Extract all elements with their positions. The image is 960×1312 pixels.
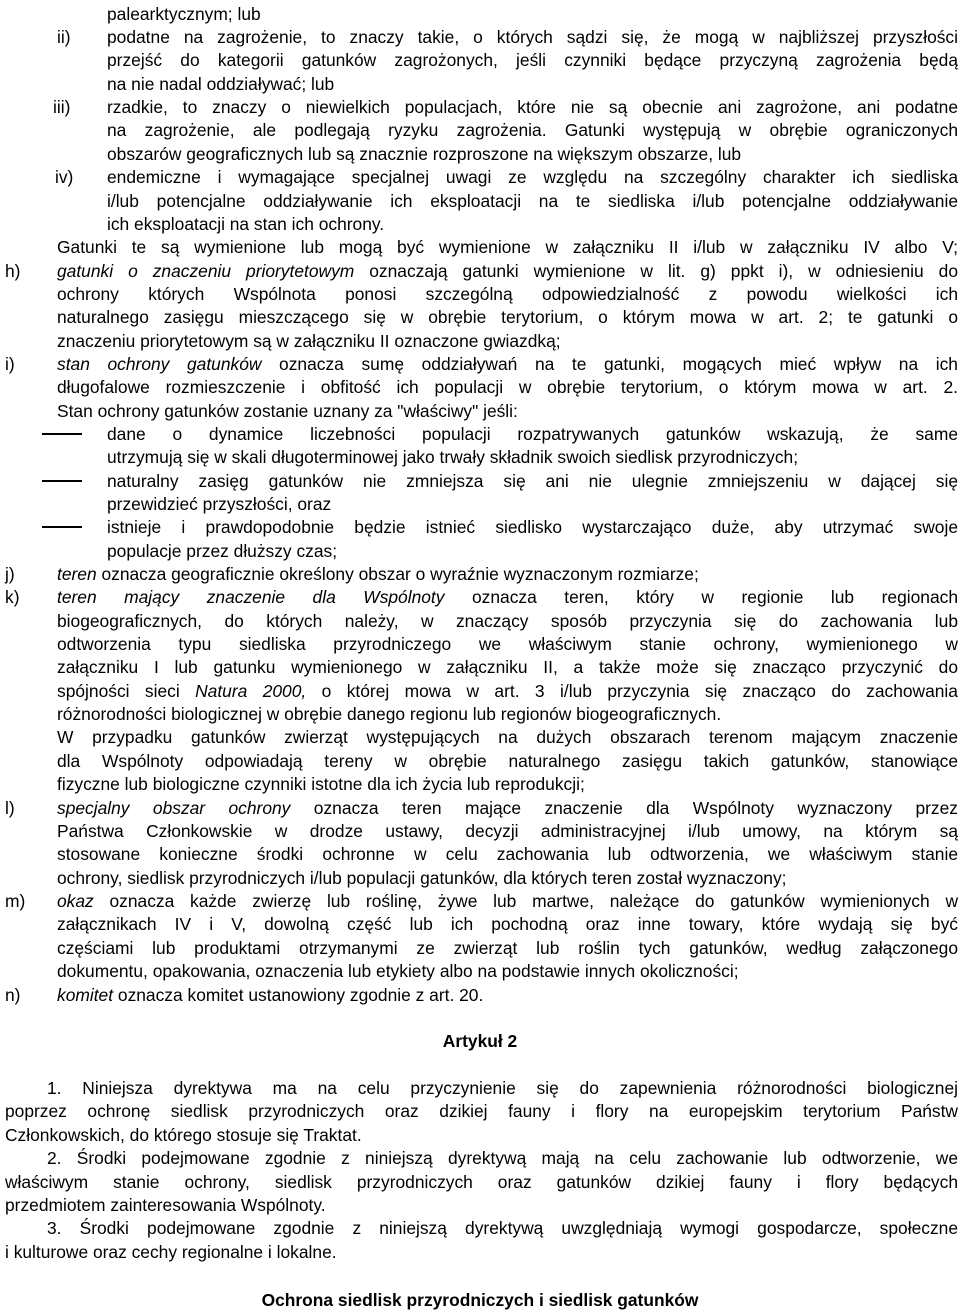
item-label-n: n) — [5, 985, 21, 1005]
text-line: fizyczne lub biologiczne czynniki istotne dla ich życia lub reprodukcji; — [57, 774, 585, 794]
text-line: teren mający znaczenie dla Wspólnoty oznacza teren, który w regionie lub regionach — [57, 587, 958, 607]
text-line: ich eksploatacji na stan ich ochrony. — [107, 214, 385, 234]
text-line: załączniku I lub gatunku wymienionego w załączniku II, a także może się znacząco przyczynić do — [57, 657, 958, 677]
text-line: dokumentu, opakowania, oznaczenia lub etykiety albo na podstawie innych okoliczności; — [57, 961, 739, 981]
defined-term: gatunki o znaczeniu priorytetowym — [57, 261, 355, 281]
text-line: różnorodności biologicznej w obrębie danego regionu lub regionów biogeograficznych. — [57, 704, 722, 724]
item-label-j: j) — [5, 564, 15, 584]
paragraph-line: 1. Niniejsza dyrektywa ma na celu przyczynienie się do zapewnienia różnorodności biologicznej — [47, 1078, 958, 1098]
text-line: naturalnego zasięgu mieszczącego się w obrębie terytorium, o którym mowa w art. 2; te gatunki o — [57, 307, 958, 327]
text-line: komitet oznacza komitet ustanowiony zgodnie z art. 20. — [57, 985, 484, 1005]
text-line: Państwa Członkowskie w drodze ustawy, decyzji administracyjnej i/lub umowy, na którym są — [57, 821, 958, 841]
text-line: stan ochrony gatunków oznacza sumę oddziaływań na te gatunki, mogących mieć wpływ na ich — [57, 354, 958, 374]
text-line: długofalowe rozmieszczenie i obfitość ich populacji w obrębie terytorium, o którym mowa w art. 2. — [57, 377, 958, 397]
paragraph-line: i kulturowe oraz cechy regionalne i lokalne. — [5, 1242, 337, 1262]
text-line: i/lub potencjalne oddziaływanie ich eksploatacji na te siedliska i/lub potencjalne oddziaływanie — [107, 191, 958, 211]
article-heading: Artykuł 2 — [442, 1031, 518, 1051]
item-label-k: k) — [5, 587, 20, 607]
paragraph-line: przedmiotem zainteresowania Wspólnoty. — [5, 1195, 326, 1215]
text-line: odtworzenia typu siedliska przyrodniczego we właściwym stanie ochrony, wymienionego w — [57, 634, 958, 654]
text-line: podatne na zagrożenie, to znaczy takie, o których sądzi się, że mogą w najbliższej przyszłości — [107, 27, 958, 47]
paragraph-line: 2. Środki podejmowane zgodnie z niniejszą dyrektywą mają na celu zachowanie lub odtworzenie, we — [47, 1148, 958, 1168]
list-dash — [42, 480, 82, 482]
text-line: W przypadku gatunków zwierząt występujących na dużych obszarach terenom mającym znaczenie — [57, 727, 958, 747]
defined-term: teren mający znaczenie dla Wspólnoty — [57, 587, 445, 607]
defined-term: specjalny obszar ochrony — [57, 798, 291, 818]
defined-term: stan ochrony gatunków — [57, 354, 262, 374]
text-line: palearktycznym; lub — [107, 4, 261, 24]
paragraph-line: Członkowskich, do którego stosuje się Traktat. — [5, 1125, 362, 1145]
text-line: biogeograficznych, do których należy, w znaczący sposób przyczynia się do zachowania lub — [57, 611, 958, 631]
text-line: ochrony, siedlisk przyrodniczych i/lub populacji gatunków, dla których teren został wyznaczony; — [57, 868, 787, 888]
paragraph-line: właściwym stanie ochrony, siedlisk przyrodniczych oraz gatunków dzikiej fauny i flory będących — [5, 1172, 958, 1192]
item-label-ii: ii) — [57, 27, 71, 47]
text-line: istnieje i prawdopodobnie będzie istnieć siedlisko wystarczająco duże, aby utrzymać swoje — [107, 517, 958, 537]
text-line: załącznikach IV i V, dowolną część lub ich pochodną oraz inne towary, które wydają się być — [57, 914, 958, 934]
defined-term: okaz — [57, 891, 94, 911]
text-line: dla Wspólnoty odpowiadają tereny w obrębie naturalnego zasięgu takich gatunków, stanowiące — [57, 751, 958, 771]
text-line: Stan ochrony gatunków zostanie uznany za "właściwy" jeśli: — [57, 401, 518, 421]
text-line: okaz oznacza każde zwierzę lub roślinę, żywe lub martwe, należące do gatunków wymienionych w — [57, 891, 958, 911]
item-label-l: l) — [5, 798, 15, 818]
text-line: utrzymują się w skali długoterminowej jako trwały składnik swoich siedlisk przyrodniczych; — [107, 447, 799, 467]
list-dash — [42, 433, 82, 435]
text-line: przewidzieć przyszłości, oraz — [107, 494, 332, 514]
text-line: przejść do kategorii gatunków zagrożonych, jeśli czynniki będące przyczyną zagrożenia będą — [107, 50, 958, 70]
item-label-iii: iii) — [53, 97, 71, 117]
item-label-i: i) — [5, 354, 15, 374]
text-line: naturalny zasięg gatunków nie zmniejsza się ani nie ulegnie zmniejszeniu w dającej się — [107, 471, 958, 491]
text-line: na nie nadal oddziaływać; lub — [107, 74, 335, 94]
text-line: częściami lub produktami otrzymanymi ze zwierząt lub roślin tych gatunków, według załączonego — [57, 938, 958, 958]
section-heading: Ochrona siedlisk przyrodniczych i siedlisk gatunków — [261, 1290, 699, 1310]
defined-term: Natura 2000, — [195, 681, 307, 701]
defined-term: komitet — [57, 985, 114, 1005]
text-line: endemiczne i wymagające specjalnej uwagi ze względu na szczególny charakter ich siedliska — [107, 167, 958, 187]
text-line: znaczeniu priorytetowym są w załączniku II oznaczone gwiazdką; — [57, 331, 561, 351]
item-label-m: m) — [5, 891, 26, 911]
item-label-iv: iv) — [55, 167, 74, 187]
defined-term: teren — [57, 564, 97, 584]
paragraph-line: poprzez ochronę siedlisk przyrodniczych oraz dzikiej fauny i flory na europejskim terytorium Państw — [5, 1101, 958, 1121]
text-line: rzadkie, to znaczy o niewielkich populacjach, które nie są obecnie ani zagrożone, ani podatne — [107, 97, 958, 117]
list-dash — [42, 526, 82, 528]
text-line: obszarów geograficznych lub są znacznie rozproszone na większym obszarze, lub — [107, 144, 742, 164]
text-line: specjalny obszar ochrony oznacza teren mające znaczenie dla Wspólnoty wyznaczony przez — [57, 798, 958, 818]
text-line: teren oznacza geograficznie określony obszar o wyraźnie wyznaczonym rozmiarze; — [57, 564, 699, 584]
text-line: dane o dynamice liczebności populacji rozpatrywanych gatunków wskazują, że same — [107, 424, 958, 444]
text-line: Gatunki te są wymienione lub mogą być wymienione w załączniku II i/lub w załączniku IV albo V; — [57, 237, 958, 257]
text-line: na zagrożenie, ale podlegają ryzyku zagrożenia. Gatunki występują w obrębie ograniczonych — [107, 120, 958, 140]
paragraph-line: 3. Środki podejmowane zgodnie z niniejszą dyrektywą uwzględniają wymogi gospodarcze, społeczne — [47, 1218, 958, 1238]
text-line: stosowane konieczne środki ochronne w celu zachowania lub odtworzenia, we właściwym stanie — [57, 844, 958, 864]
text-line: ochrony których Wspólnota ponosi szczególną odpowiedzialność z powodu wielkości ich — [57, 284, 958, 304]
text-line: spójności sieci Natura 2000, o której mowa w art. 3 i/lub przyczynia się znacząco do zachowania — [57, 681, 958, 701]
text-line: populacje przez dłuższy czas; — [107, 541, 338, 561]
item-label-h: h) — [5, 261, 21, 281]
text-line: gatunki o znaczeniu priorytetowym oznaczają gatunki wymienione w lit. g) ppkt i), w odniesieniu do — [57, 261, 958, 281]
